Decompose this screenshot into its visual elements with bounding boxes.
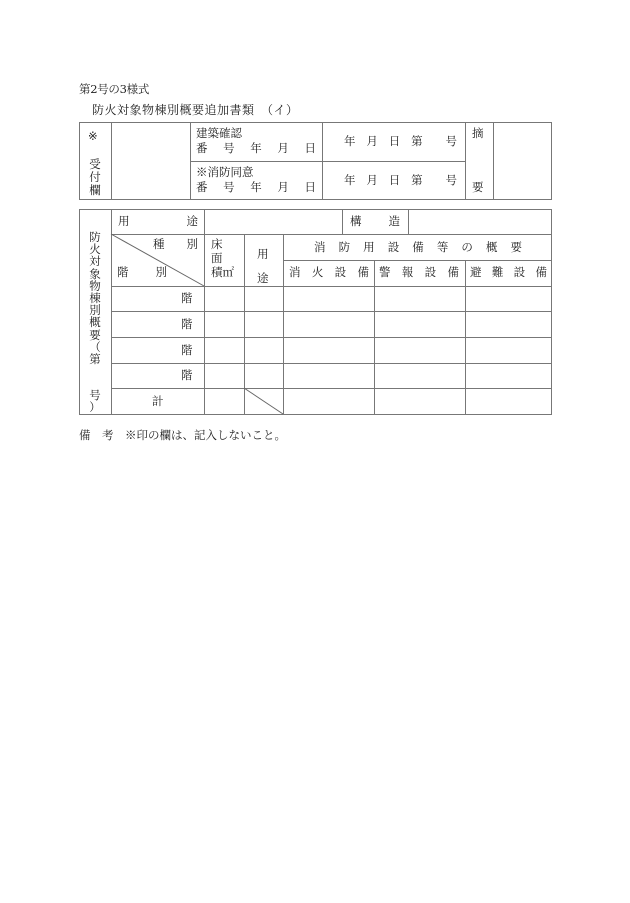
use-label: 用 途 bbox=[257, 247, 269, 285]
document-title: 防火対象物棟別概要追加書類 （イ） bbox=[92, 103, 299, 117]
usage-field[interactable] bbox=[205, 210, 342, 234]
reception-label: 受 付 欄 bbox=[89, 157, 101, 197]
structure-label: 構 造 bbox=[350, 214, 400, 228]
reception-mark: ※ bbox=[88, 129, 98, 143]
fire-consent-number-row: 番 号 年 月 日 bbox=[196, 180, 316, 194]
floor-area-label: 床 面 積㎡ bbox=[211, 237, 234, 279]
floor-row-4-label: 階 bbox=[181, 368, 193, 382]
building-confirmation-date-row[interactable]: 年 月 日 第 号 bbox=[344, 134, 457, 148]
type-label: 種 別 bbox=[153, 237, 198, 251]
structure-field[interactable] bbox=[409, 210, 551, 234]
alarm-equipment-label: 警 報 設 備 bbox=[379, 265, 459, 279]
fire-consent-date-row[interactable]: 年 月 日 第 号 bbox=[344, 173, 457, 187]
evacuation-equipment-label: 避 難 設 備 bbox=[470, 265, 547, 279]
remarks-note: 備 考 ※印の欄は、記入しないこと。 bbox=[79, 428, 286, 442]
floor-data-cells[interactable] bbox=[205, 287, 551, 414]
floor-row-2-label: 階 bbox=[181, 317, 193, 331]
equipment-overview-label: 消 防 用 設 備 等 の 概 要 bbox=[314, 240, 522, 254]
floor-label: 階 別 bbox=[117, 265, 167, 279]
building-confirmation-label: 建築確認 bbox=[196, 126, 242, 140]
remarks-field[interactable] bbox=[494, 123, 551, 199]
form-number-label: 第2号の3様式 bbox=[79, 82, 150, 96]
usage-label: 用 途 bbox=[118, 214, 198, 228]
total-row-label: 計 bbox=[152, 394, 164, 408]
floor-row-1-label: 階 bbox=[181, 291, 193, 305]
remarks-label-top: 摘 bbox=[472, 126, 484, 140]
fire-extinguishing-equipment-label: 消 火 設 備 bbox=[289, 265, 369, 279]
fire-consent-label: ※消防同意 bbox=[196, 165, 254, 179]
floor-row-3-label: 階 bbox=[181, 343, 193, 357]
reception-field[interactable] bbox=[112, 123, 189, 199]
remarks-label-bottom: 要 bbox=[472, 180, 484, 194]
side-label-building-summary: 防 火 対 象 物 棟 別 概 要 （ 第 号 ） bbox=[89, 230, 101, 415]
building-confirmation-number-row: 番 号 年 月 日 bbox=[196, 141, 316, 155]
